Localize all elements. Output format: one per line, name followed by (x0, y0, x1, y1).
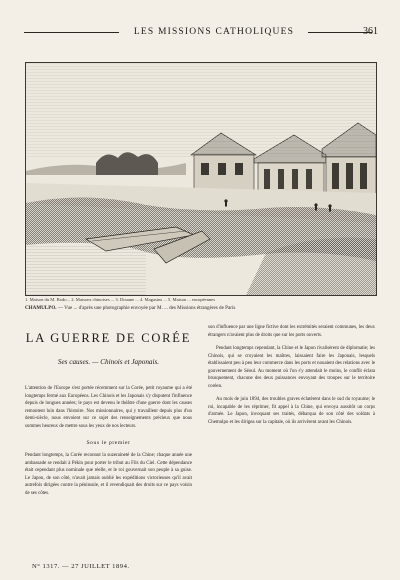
figure-caption (25, 303, 377, 313)
section-marker: Sous le premier (86, 440, 131, 446)
body-paragraph: Pendant longtemps, la Corée reconnut la suzeraineté de la Chine; chaque année une ambassade se rendait à Pékin pour porter le tribut au Fils du Ciel. Cette dépendance était cependant plus nominale que réelle, et le roi gouvernait son peuple à sa guise. Le Japon, de son côté, n'avait jamais oublié les expéditions victorieuses qu'il avait autrefois dirigées contre la péninsule, et il revendiquait des droits sur ce pays voisin de ses côtes. (25, 453, 192, 496)
article-title: LA GUERRE DE CORÉE (25, 331, 192, 345)
engraving-illustration (25, 62, 377, 296)
right-paragraph: son d'influence par une ligne fictive dont les extrémités seraient communes, les deux étrangers n'avaient plus de droits que sur les ports ouverts. (208, 325, 375, 338)
right-column (208, 318, 375, 426)
article-subtitle: Ses causes. — Chinois et Japonais. (57, 358, 160, 366)
header-rule-left (24, 32, 119, 33)
issue-line: N° 1317. — 27 JUILLET 1894. (32, 563, 130, 570)
running-header (24, 26, 378, 38)
figure-key: 1. Maison du M. Bodo... 2. Maisons chinoises ... 3. Douane ... 4. Magasins ... 5. Maison ... européennes (25, 297, 215, 302)
running-title: LES MISSIONS CATHOLIQUES (133, 27, 295, 37)
figure-caption-text: — Vue ... d'après une photographie envoyée par M. ... des Missions étrangères de Paris (57, 305, 236, 311)
lead-paragraph: L'attention de l'Europe s'est portée récemment sur la Corée, petit royaume qui a été longtemps fermé aux Européens. Les Chinois et les Japonais s'y disputent l'influence depuis de longues années; le pays est devenu le théâtre d'une guerre dont les causes remontent loin dans l'histoire. Nos missionnaires, qui y travaillent depuis plus d'un demi-siècle, nous envoient sur ce sujet des renseignements précieux que nous sommes heureux de mettre sous les yeux de nos lecteurs. (25, 386, 192, 429)
right-paragraph: Pendant longtemps cependant, la Chine et le Japon rivalisèrent de diplomatie; les Chinois, qui se croyaient les maîtres, laissaient faire les Japonais, lesquels établissaient peu à peu leur commerce dans les ports et nouaient des relations avec le gouvernement de Séoul. Au moment où l'on s'y attendait le moins, le conflit éclata brusquement, chacune des deux puissances envoyant des troupes sur le territoire coréen. (208, 346, 375, 389)
figure-caption-place: CHAMULPO. (25, 305, 57, 311)
left-column (25, 318, 192, 497)
right-paragraph: Au mois de juin 1894, des troubles graves éclatèrent dans le sud du royaume; le roi, incapable de les réprimer, fit appel à la Chine, qui envoya aussitôt un corps d'armée. Le Japon, invoquant ses traités, débarqua de son côté des soldats à Chemulpo et les dirigea sur la capitale, où ils arrivèrent avant les Chinois. (208, 397, 375, 425)
page-number: 361 (363, 26, 378, 37)
chemulpo-harbour-engraving (26, 63, 376, 295)
